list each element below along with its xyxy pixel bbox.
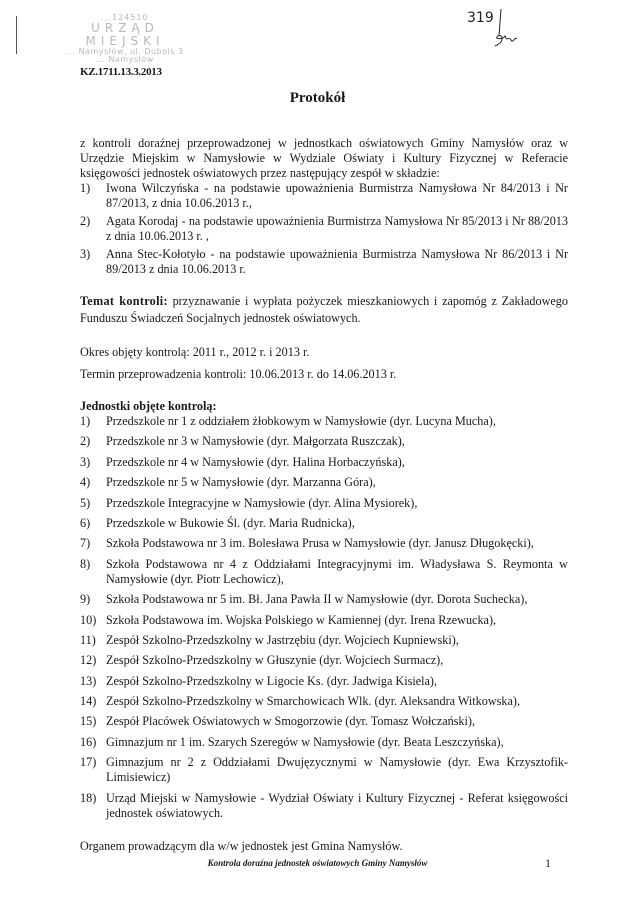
document-number: KZ.1711.13.3.2013 [80, 66, 162, 78]
topic-text: przyznawanie i wypłata pożyczek mieszkaniowych i zapomóg z Zakładowego Funduszu Świadczeń Socjalnych jednostek oświatowych. [80, 294, 568, 325]
office-stamp [50, 14, 200, 64]
unit-item [80, 557, 568, 587]
list-number: 3) [80, 454, 91, 469]
handwritten-signature-icon [465, 6, 535, 48]
list-number: 2) [80, 214, 91, 228]
list-number: 1) [80, 414, 91, 428]
team-member-text: Agata Korodaj - na podstawie upoważnienia Burmistrza Namysłowa Nr 85/2013 i Nr 88/2013 z dnia 10.06.2013 r. , [106, 214, 568, 243]
topic-paragraph [80, 293, 568, 327]
unit-item [80, 791, 568, 821]
unit-item [80, 735, 568, 750]
list-number: 18) [80, 790, 97, 805]
unit-text: Urząd Miejski w Namysłowie - Wydział Oświaty i Kultury Fizycznej - Referat księgowości jednostek oświatowych. [106, 790, 568, 820]
margin-line [16, 16, 17, 54]
governing-body-line: Organem prowadzącym dla w/w jednostek jest Gmina Namysłów. [80, 838, 403, 853]
team-member-text: Iwona Wilczyńska - na podstawie upoważnienia Burmistrza Namysłowa Nr 84/2013 i Nr 87/2013, z dnia 10.06.2013 r., [106, 181, 568, 210]
unit-text: Zespół Szkolno-Przedszkolny w Ligocie Ks. (dyr. Jadwiga Kisiela), [106, 673, 438, 688]
unit-text: Zespół Szkolno-Przedszkolny w Smarchowicach Wlk. (dyr. Aleksandra Witkowska), [106, 694, 521, 709]
list-number: 17) [80, 755, 97, 770]
unit-text: Przedszkole nr 3 w Namysłowie (dyr. Małgorzata Ruszczak), [106, 434, 405, 449]
unit-text: Szkoła Podstawowa nr 3 im. Bolesława Prusa w Namysłowie (dyr. Janusz Długokęcki), [106, 536, 534, 551]
intro-paragraph: z kontroli doraźnej przeprowadzonej w jednostkach oświatowych Gminy Namysłów oraz w Urzędzie Miejskim w Namysłowie w Wydziale Oświaty i Kultury Fizycznej w Referacie księgowości jednostek oświatowych przez następujący zespół w składzie: [80, 136, 568, 180]
term-line: Termin przeprowadzenia kontroli: 10.06.2013 r. do 14.06.2013 r. [80, 367, 397, 381]
team-member [80, 181, 568, 211]
unit-text: Przedszkole w Bukowie Śl. (dyr. Maria Rudnicka), [106, 515, 355, 530]
list-number: 12) [80, 653, 97, 668]
list-number: 10) [80, 612, 97, 627]
unit-item [80, 653, 568, 668]
unit-text: Szkoła Podstawowa nr 4 z Oddziałami Integracyjnymi im. Władysława S. Reymonta w Namysłowie (dyr. Piotr Lechowicz), [106, 556, 568, 586]
unit-item [80, 674, 568, 689]
stamp-line-1: ...124510 [101, 13, 149, 22]
units-list [80, 414, 568, 821]
list-number: 9) [80, 592, 91, 607]
list-number: 8) [80, 556, 91, 571]
page-footer: Kontrola doraźna jednostek oświatowych Gminy Namysłów [207, 858, 428, 868]
unit-text: Zespół Placówek Oświatowych w Smogorzowie (dyr. Tomasz Wołczański), [106, 714, 476, 729]
unit-text: Zespół Szkolno-Przedszkolny w Głuszynie (dyr. Wojciech Surmacz), [106, 653, 444, 668]
unit-item [80, 714, 568, 729]
list-number: 2) [80, 434, 91, 449]
list-number: 15) [80, 714, 97, 729]
list-number: 6) [80, 515, 91, 530]
team-member [80, 247, 568, 277]
team-member-text: Anna Stec-Kołotyło - na podstawie upoważnienia Burmistrza Namysłowa Nr 86/2013 i Nr 89/2013 z dnia 10.06.2013 r. [106, 247, 568, 276]
unit-item [80, 475, 568, 490]
unit-item [80, 694, 568, 709]
unit-text: Szkoła Podstawowa nr 5 im. Bł. Jana Pawła II w Namysłowie (dyr. Dorota Suchecka), [106, 592, 528, 607]
unit-text: Przedszkole nr 5 w Namysłowie (dyr. Marzanna Góra), [106, 475, 376, 490]
list-number: 7) [80, 536, 91, 551]
unit-text: Przedszkole Integracyjne w Namysłowie (dyr. Alina Mysiorek), [106, 495, 418, 510]
unit-item [80, 592, 568, 607]
stamp-line-4: ... Namysłów [96, 54, 154, 64]
page-number: 1 [545, 856, 551, 870]
list-number: 4) [80, 475, 91, 490]
unit-item [80, 434, 568, 449]
unit-text: Przedszkole nr 1 z oddziałem żłobkowym w Namysłowie (dyr. Lucyna Mucha), [106, 414, 496, 428]
stamp-line-2: URZĄD MIEJSKI [85, 21, 165, 48]
unit-text: Szkoła Podstawowa im. Wojska Polskiego w Kamiennej (dyr. Irena Rzewucka), [106, 612, 497, 627]
unit-item [80, 755, 568, 785]
team-list [80, 181, 568, 277]
topic-label: Temat kontroli: [80, 294, 168, 308]
handwritten-page-number: 319 [467, 10, 494, 26]
unit-item [80, 414, 568, 429]
unit-item [80, 536, 568, 551]
list-number: 3) [80, 247, 91, 261]
list-number: 11) [80, 632, 96, 647]
unit-item [80, 516, 568, 531]
document-body [80, 136, 568, 854]
list-number: 13) [80, 673, 97, 688]
unit-item [80, 613, 568, 628]
team-member [80, 214, 568, 244]
unit-text: Gimnazjum nr 2 z Oddziałami Dwujęzycznymi w Namysłowie (dyr. Ewa Krzysztofik-Limisiewicz) [106, 755, 568, 785]
list-number: 14) [80, 694, 97, 709]
list-number: 5) [80, 495, 91, 510]
unit-text: Gimnazjum nr 1 im. Szarych Szeregów w Namysłowie (dyr. Beata Leszczyńska), [106, 734, 504, 749]
unit-item [80, 633, 568, 648]
stamp-line-3: ... Namysłów, ul. Dubois 3 [66, 46, 184, 56]
unit-item [80, 455, 568, 470]
list-number: 1) [80, 181, 91, 195]
unit-text: Zespół Szkolno-Przedszkolny w Jastrzębiu (dyr. Wojciech Kupniewski), [106, 632, 459, 647]
units-heading: Jednostki objęte kontrolą: [80, 399, 217, 413]
list-number: 16) [80, 734, 97, 749]
unit-text: Przedszkole nr 4 w Namysłowie (dyr. Halina Horbaczyńska), [106, 454, 405, 469]
page-title: Protokół [289, 90, 346, 106]
unit-item [80, 496, 568, 511]
period-line: Okres objęty kontrolą: 2011 r., 2012 r. i 2013 r. [80, 345, 310, 359]
